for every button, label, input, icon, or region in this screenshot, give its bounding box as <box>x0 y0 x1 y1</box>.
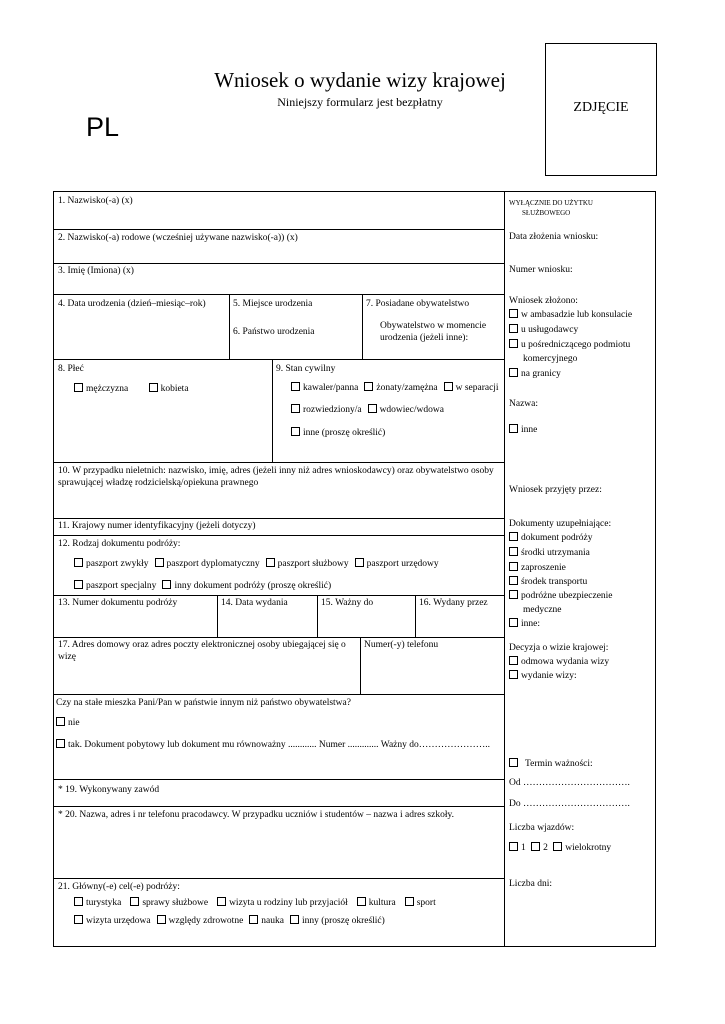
docs-insurance-checkbox[interactable] <box>509 590 518 599</box>
residence-yes-checkbox[interactable] <box>56 739 65 748</box>
docs-other-checkbox[interactable] <box>509 618 518 627</box>
decision-refuse-option <box>509 656 609 668</box>
doc-other-checkbox[interactable] <box>162 580 171 589</box>
validity-option <box>509 758 593 770</box>
passport-diplomatic-checkbox[interactable] <box>155 558 164 567</box>
purpose-official-checkbox[interactable] <box>74 915 83 924</box>
purpose-sport-checkbox[interactable] <box>405 897 414 906</box>
purpose-tourism-label: turystyka <box>86 898 122 908</box>
docs-transport-option <box>509 576 587 588</box>
docs-insurance-option <box>509 590 613 602</box>
field-20-label: * 20. Nazwa, adres i nr telefonu pracodawcy. W przypadku uczniów i studentów – nazwa i adres szkoły. <box>58 810 454 820</box>
widowed-checkbox[interactable] <box>368 404 377 413</box>
docs-insurance-cont: medyczne <box>523 605 562 615</box>
residence-question: Czy na stałe mieszka Pani/Pan w państwie innym niż państwo obywatelstwa? <box>56 698 351 708</box>
filed-provider-option <box>509 324 578 336</box>
days-label: Liczba dni: <box>509 879 552 889</box>
field-8-label: 8. Płeć <box>58 364 84 374</box>
filed-intermediary-option <box>509 339 630 351</box>
purpose-row-2 <box>74 915 391 927</box>
decision-label: Decyzja o wizie krajowej: <box>509 643 609 653</box>
validity-to: Do ……………………………. <box>509 799 630 809</box>
docs-travel-label: dokument podróży <box>521 533 593 543</box>
marital-row-2 <box>291 404 450 416</box>
country-code: PL <box>86 112 120 142</box>
passport-service-checkbox[interactable] <box>266 558 275 567</box>
purpose-study-checkbox[interactable] <box>249 915 258 924</box>
entries-options <box>509 842 611 854</box>
form-subtitle: Niniejszy formularz jest bezpłatny <box>277 95 443 109</box>
field-16-label: 16. Wydany przez <box>419 598 488 608</box>
decision-issue-option <box>509 670 577 682</box>
application-form <box>53 191 656 947</box>
purpose-sport-label: sport <box>416 898 436 908</box>
female-label: kobieta <box>160 384 189 394</box>
name-label: Nazwa: <box>509 399 539 409</box>
photo-box <box>545 43 657 176</box>
purpose-tourism-checkbox[interactable] <box>74 897 83 906</box>
entries-1-label: 1 <box>521 843 526 853</box>
docs-transport-checkbox[interactable] <box>509 576 518 585</box>
filed-provider-checkbox[interactable] <box>509 324 518 333</box>
entries-multiple-label: wielokrotny <box>565 843 612 853</box>
purpose-business-label: sprawy służbowe <box>142 898 209 908</box>
field-12-label: 12. Rodzaj dokumentu podróży: <box>58 539 181 549</box>
purpose-family-label: wizyta u rodziny lub przyjaciół <box>229 898 348 908</box>
app-number-label: Numer wniosku: <box>509 265 573 275</box>
entries-1-checkbox[interactable] <box>509 842 518 851</box>
passport-regular-label: paszport zwykły <box>86 559 149 569</box>
field-1-label: 1. Nazwisko(-a) (x) <box>58 196 133 206</box>
marital-other-label: inne (proszę określić) <box>303 428 386 438</box>
purpose-other-checkbox[interactable] <box>290 915 299 924</box>
photo-label: ZDJĘCIE <box>573 100 629 115</box>
married-checkbox[interactable] <box>364 382 373 391</box>
passport-diplomatic-label: paszport dyplomatyczny <box>166 559 260 569</box>
form-title: Wniosek o wydanie wizy krajowej <box>214 68 506 92</box>
purpose-other-label: inny (proszę określić) <box>301 916 385 926</box>
passport-special-checkbox[interactable] <box>74 580 83 589</box>
field-5-label: 5. Miejsce urodzenia <box>233 299 313 309</box>
residence-no-option <box>56 717 80 729</box>
purpose-health-checkbox[interactable] <box>157 915 166 924</box>
doc-type-row-1 <box>74 558 445 570</box>
field-7b-label: Obywatelstwo w momencie urodzenia (jeżeli inne): <box>380 321 487 343</box>
passport-regular-checkbox[interactable] <box>74 558 83 567</box>
sex-options <box>74 383 195 395</box>
residence-no-label: nie <box>68 718 80 728</box>
purpose-health-label: względy zdrowotne <box>168 916 244 926</box>
filed-intermediary-label: u pośredniczącego podmiotu <box>521 340 631 350</box>
filed-intermediary-cont: komercyjnego <box>523 354 578 364</box>
filed-provider-label: u usługodawcy <box>521 325 579 335</box>
field-2-label: 2. Nazwisko(-a) rodowe (wcześniej używane nazwisko(-a)) (x) <box>58 233 298 243</box>
accepted-by-label: Wniosek przyjęty przez: <box>509 485 602 495</box>
field-19-label: * 19. Wykonywany zawód <box>58 785 160 795</box>
purpose-culture-label: kultura <box>368 898 396 908</box>
separated-checkbox[interactable] <box>444 382 453 391</box>
purpose-family-checkbox[interactable] <box>217 897 226 906</box>
docs-other-label: inne: <box>521 619 540 629</box>
purpose-row-1 <box>74 897 442 909</box>
male-checkbox[interactable] <box>74 383 83 392</box>
docs-means-option <box>509 547 590 559</box>
official-heading-1: WYŁĄCZNIE DO UŻYTKU <box>509 199 593 207</box>
field-6-label: 6. Państwo urodzenia <box>233 327 315 337</box>
docs-means-checkbox[interactable] <box>509 547 518 556</box>
entries-label: Liczba wjazdów: <box>509 823 575 833</box>
docs-transport-label: środek transportu <box>521 577 588 587</box>
passport-official-checkbox[interactable] <box>355 558 364 567</box>
field-17-label: 17. Adres domowy oraz adres poczty elektronicznej osoby ubiegającej się o wizę <box>58 640 346 662</box>
field-14-label: 14. Data wydania <box>221 598 288 608</box>
doc-type-row-2 <box>74 580 337 592</box>
filed-embassy-option <box>509 309 632 321</box>
official-heading-2: SŁUŻBOWEGO <box>522 209 571 217</box>
residence-yes-option <box>56 739 490 751</box>
decision-issue-label: wydanie wizy: <box>521 671 577 681</box>
doc-other-label: inny dokument podróży (proszę określić) <box>174 581 332 591</box>
filed-embassy-checkbox[interactable] <box>509 309 518 318</box>
field-3-label: 3. Imię (Imiona) (x) <box>58 266 134 276</box>
marital-row-1 <box>291 382 505 394</box>
decision-issue-checkbox[interactable] <box>509 670 518 679</box>
field-13-label: 13. Numer dokumentu podróży <box>58 598 178 608</box>
filed-border-checkbox[interactable] <box>509 368 518 377</box>
entries-multiple-checkbox[interactable] <box>553 842 562 851</box>
passport-official-label: paszport urzędowy <box>366 559 439 569</box>
marital-row-3 <box>291 427 391 439</box>
validity-checkbox[interactable] <box>509 758 518 767</box>
separated-label: w separacji <box>455 383 499 393</box>
docs-invitation-option <box>509 562 566 574</box>
filed-other-option <box>509 424 537 436</box>
docs-insurance-label: podróżne ubezpieczenie <box>521 591 613 601</box>
divorced-checkbox[interactable] <box>291 404 300 413</box>
filed-border-label: na granicy <box>521 369 561 379</box>
field-7-label: 7. Posiadane obywatelstwo <box>366 299 470 309</box>
marital-other-checkbox[interactable] <box>291 427 300 436</box>
filed-at-label: Wniosek złożono: <box>509 296 578 306</box>
single-label: kawaler/panna <box>303 383 359 393</box>
docs-means-label: środki utrzymania <box>521 548 590 558</box>
field-4-label: 4. Data urodzenia (dzień–miesiąc–rok) <box>58 299 206 309</box>
field-9-label: 9. Stan cywilny <box>276 364 336 374</box>
docs-other-option <box>509 618 540 630</box>
field-11-label: 11. Krajowy numer identyfikacyjny (jeżeli dotyczy) <box>58 521 256 531</box>
docs-travel-checkbox[interactable] <box>509 532 518 541</box>
entries-2-label: 2 <box>543 843 548 853</box>
female-checkbox[interactable] <box>149 383 158 392</box>
divorced-label: rozwiedziony/a <box>303 405 362 415</box>
entries-2-checkbox[interactable] <box>531 842 540 851</box>
docs-invitation-checkbox[interactable] <box>509 562 518 571</box>
filed-other-label: inne <box>521 425 538 435</box>
filed-embassy-label: w ambasadzie lub konsulacie <box>521 310 633 320</box>
passport-special-label: paszport specjalny <box>86 581 157 591</box>
decision-refuse-checkbox[interactable] <box>509 656 518 665</box>
purpose-culture-checkbox[interactable] <box>357 897 366 906</box>
docs-label: Dokumenty uzupełniające: <box>509 519 612 529</box>
date-filed-label: Data złożenia wniosku: <box>509 232 599 242</box>
purpose-study-label: nauka <box>261 916 284 926</box>
validity-from: Od ……………………………. <box>509 778 630 788</box>
docs-travel-option <box>509 532 593 544</box>
purpose-business-checkbox[interactable] <box>130 897 139 906</box>
docs-invitation-label: zaproszenie <box>521 563 566 573</box>
field-15-label: 15. Ważny do <box>321 598 374 608</box>
residence-yes-label: tak. Dokument pobytowy lub dokument mu równoważny ............ Numer ............. Ważny do………………….. <box>68 740 491 750</box>
filed-intermediary-checkbox[interactable] <box>509 339 518 348</box>
filed-border-option <box>509 368 561 380</box>
filed-other-checkbox[interactable] <box>509 424 518 433</box>
married-label: żonaty/zamężna <box>376 383 438 393</box>
widowed-label: wdowiec/wdowa <box>379 405 444 415</box>
field-21-label: 21. Główny(-e) cel(-e) podróży: <box>58 882 180 892</box>
single-checkbox[interactable] <box>291 382 300 391</box>
purpose-official-label: wizyta urzędowa <box>86 916 151 926</box>
validity-label: Termin ważności: <box>525 759 593 769</box>
decision-refuse-label: odmowa wydania wizy <box>521 657 610 667</box>
male-label: mężczyzna <box>86 384 129 394</box>
passport-service-label: paszport służbowy <box>277 559 349 569</box>
field-17b-label: Numer(-y) telefonu <box>364 640 439 650</box>
field-10-label: 10. W przypadku nieletnich: nazwisko, imię, adres (jeżeli inny niż adres wnioskodawcy) oraz obywatelstwo osoby sprawującej władzę rodzicielską/opiekuna prawnego <box>58 466 494 488</box>
residence-no-checkbox[interactable] <box>56 717 65 726</box>
